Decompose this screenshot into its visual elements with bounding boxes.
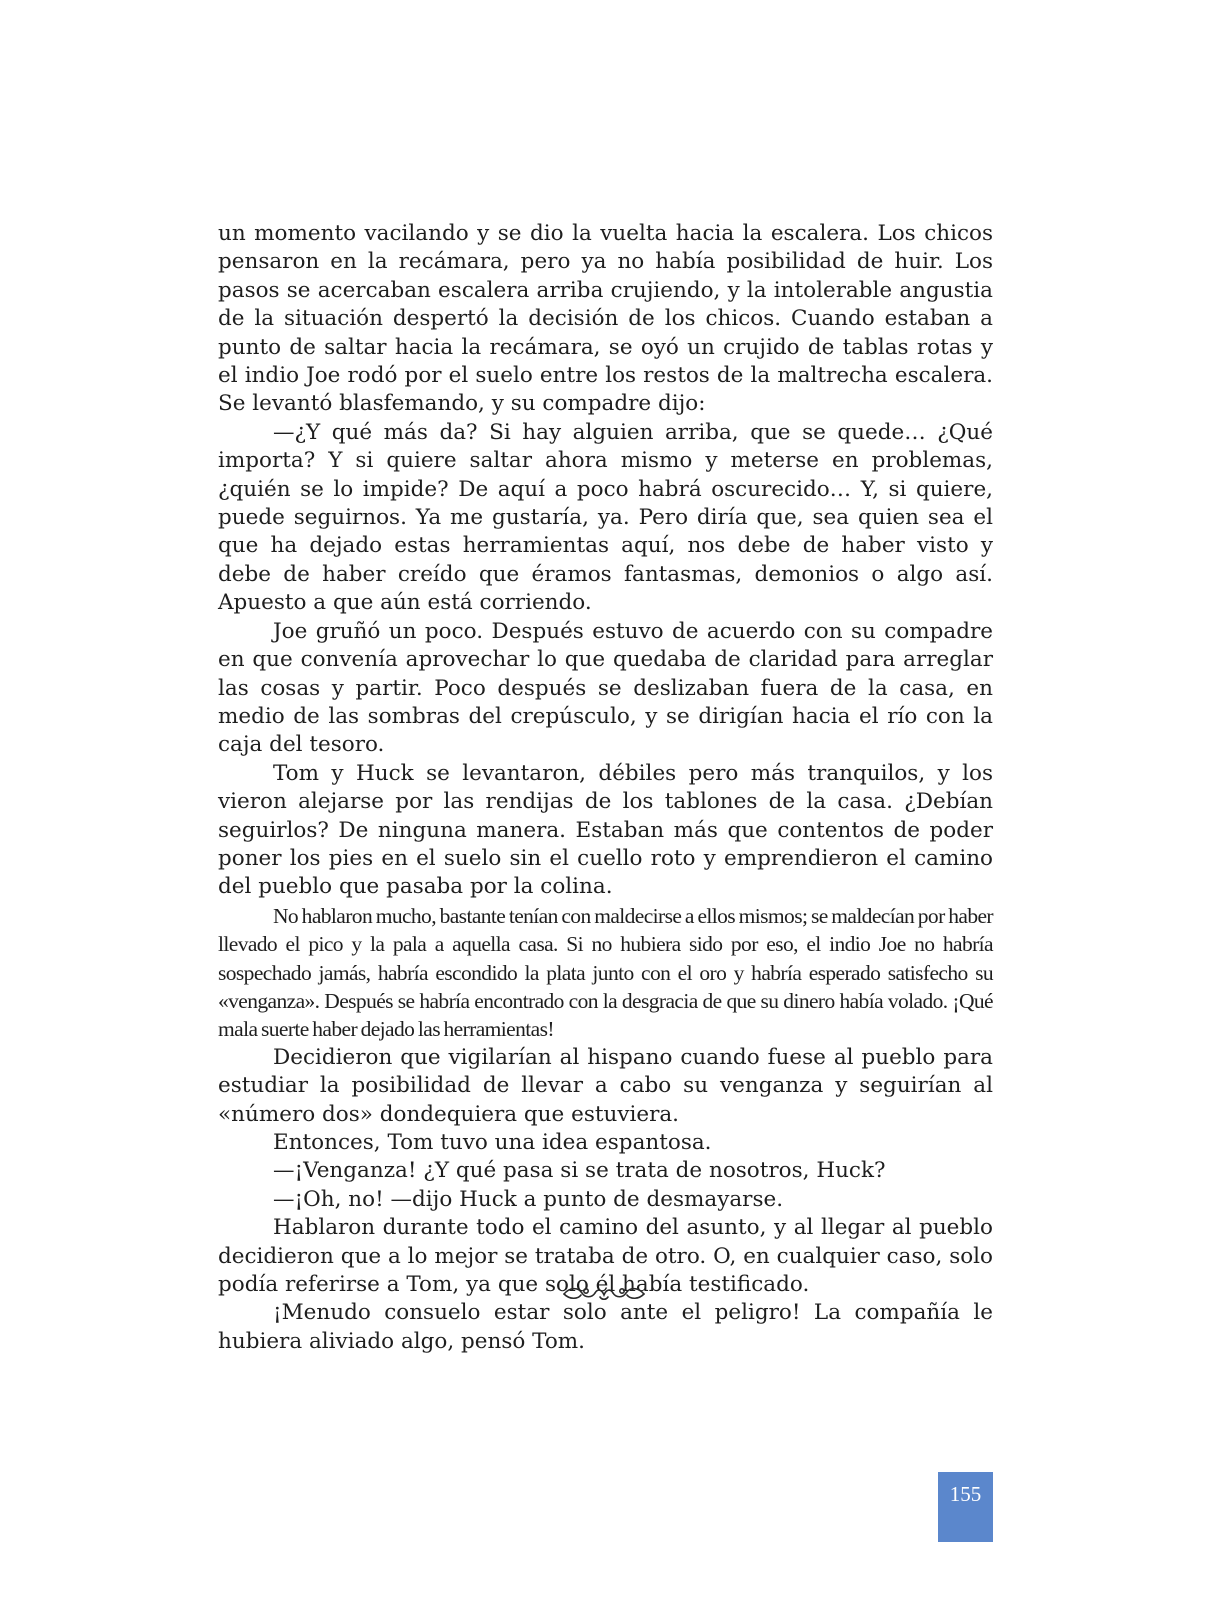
body-text	[218, 220, 993, 1356]
paragraph: —¿Y qué más da? Si hay alguien arriba, que se quede… ¿Qué importa? Y si quiere saltar ahora mismo y meterse en problemas, ¿quién se lo impide? De aquí a poco habrá oscurecido… Y, si quiere, puede seguirnos. Ya me gustaría, ya. Pero diría que, sea quien sea el que ha dejado estas herramientas aquí, nos debe de haber visto y debe de haber creído que éramos fantasmas, demonios o algo así. Apuesto a que aún está corriendo.	[218, 419, 993, 616]
paragraph: Hablaron durante todo el camino del asunto, y al llegar al pueblo decidieron que a lo mejor se trataba de otro. O, en cualquier caso, solo podía referirse a Tom, ya que solo él había testificado.	[218, 1215, 993, 1298]
flourish-ornament-icon	[562, 1284, 646, 1304]
page-number-badge	[938, 1472, 993, 1542]
paragraph: Joe gruñó un poco. Después estuvo de acuerdo con su compadre en que convenía aprovechar lo que quedaba de claridad para arreglar las cosas y partir. Poco después se deslizaban fuera de la casa, en medio de las sombras del crepúsculo, y se dirigían hacia el río con la caja del tesoro.	[218, 618, 993, 758]
paragraph: —¡Venganza! ¿Y qué pasa si se trata de nosotros, Huck?	[273, 1158, 886, 1184]
paragraph: —¡Oh, no! —dijo Huck a punto de desmayarse.	[273, 1186, 784, 1212]
paragraph: ¡Menudo consuelo estar solo ante el peligro! La compañía le hubiera aliviado algo, pensó Tom.	[218, 1300, 993, 1354]
paragraph: Entonces, Tom tuvo una idea espantosa.	[273, 1130, 712, 1155]
paragraph: Tom y Huck se levantaron, débiles pero más tranquilos, y los vieron alejarse por las rendijas de los tablones de la casa. ¿Debían seguirlos? De ninguna manera. Estaban más que contentos de poder poner los pies en el suelo sin el cuello roto y emprendieron el camino del pueblo que pasaba por la colina.	[218, 760, 993, 900]
page-number: 155	[949, 1482, 982, 1506]
paragraph: un momento vacilando y se dio la vuelta hacia la escalera. Los chicos pensaron en la recámara, pero ya no había posibilidad de huir. Los pasos se acercaban escalera arriba crujiendo, y la intolerable angustia de la situación despertó la decisión de los chicos. Cuando estaban a punto de saltar hacia la recámara, se oyó un crujido de tablas rotas y el indio Joe rodó por el suelo entre los restos de la maltrecha escalera. Se levantó blasfemando, y su compadre dijo:	[218, 221, 993, 417]
paragraph: Decidieron que vigilarían al hispano cuando fuese al pueblo para estudiar la posibilidad de llevar a cabo su venganza y seguirían al «número dos» dondequiera que estuviera.	[218, 1044, 993, 1127]
paragraph: No hablaron mucho, bastante tenían con maldecirse a ellos mismos; se maldecían por haber llevado el pico y la pala a aquella casa. Si no hubiera sido por eso, el indio Joe no habría sospechado jamás, habría escondido la plata junto con el oro y habría esperado satisfecho su «venganza». Después se habría encontrado con la desgracia de que su dinero había volado. ¡Qué mala suerte haber dejado las herramientas!	[218, 903, 993, 1042]
